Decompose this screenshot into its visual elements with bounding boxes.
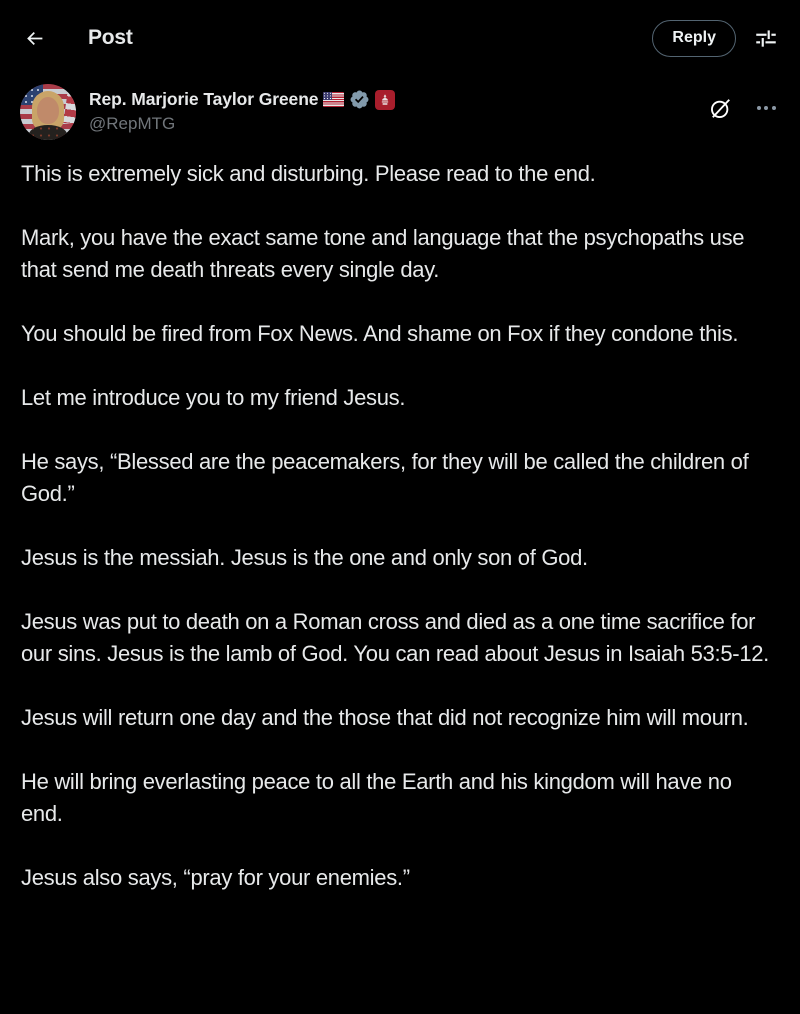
post-body: [0, 142, 800, 894]
post-paragraph: Let me introduce you to my friend Jesus.: [21, 385, 406, 410]
post-paragraph: Jesus will return one day and the those that did not recognize him will mourn.: [21, 705, 749, 730]
author-name[interactable]: Rep. Marjorie Taylor Greene: [89, 89, 319, 109]
sliders-icon: [753, 25, 779, 51]
post-paragraph: Jesus was put to death on a Roman cross and died as a one time sacrifice for our sins. Jesus is the lamb of God. You can read about Jesus in Isaiah 53:5-12.: [21, 609, 769, 666]
verified-badge-icon[interactable]: [349, 89, 370, 110]
post-paragraph: He will bring everlasting peace to all the Earth and his kingdom will have no end.: [21, 769, 732, 826]
author-row: [0, 76, 800, 142]
back-button[interactable]: [16, 20, 52, 56]
grok-button[interactable]: [702, 90, 738, 126]
post-paragraph: Jesus is the messiah. Jesus is the one and only son of God.: [21, 545, 588, 570]
post-header: [0, 0, 800, 76]
us-flag-emoji-icon: [323, 92, 344, 107]
post-paragraph: Jesus also says, “pray for your enemies.”: [21, 865, 410, 890]
page-title: Post: [88, 26, 133, 49]
post-paragraph: Mark, you have the exact same tone and language that the psychopaths use that send me death threats every single day.: [21, 225, 745, 282]
post-paragraph: You should be fired from Fox News. And shame on Fox if they condone this.: [21, 321, 739, 346]
avatar-face: [37, 97, 59, 124]
post-paragraph: This is extremely sick and disturbing. Please read to the end.: [21, 161, 596, 186]
author-meta: [89, 84, 395, 134]
avatar-dress: [29, 125, 67, 140]
back-arrow-icon: [24, 28, 45, 49]
more-button[interactable]: [748, 90, 784, 126]
avatar[interactable]: [20, 84, 76, 140]
more-icon: [757, 106, 776, 110]
author-name-line[interactable]: [89, 89, 395, 110]
avatar-flag-right: [63, 84, 76, 125]
timeline-settings-button[interactable]: [748, 20, 784, 56]
author-actions: [702, 84, 784, 126]
affiliate-badge-icon[interactable]: [375, 90, 395, 110]
grok-icon: [708, 96, 733, 121]
post-paragraph: He says, “Blessed are the peacemakers, for they will be called the children of God.”: [21, 449, 749, 506]
reply-button[interactable]: Reply: [652, 20, 736, 57]
post: [0, 76, 800, 894]
author-handle[interactable]: @RepMTG: [89, 114, 176, 133]
